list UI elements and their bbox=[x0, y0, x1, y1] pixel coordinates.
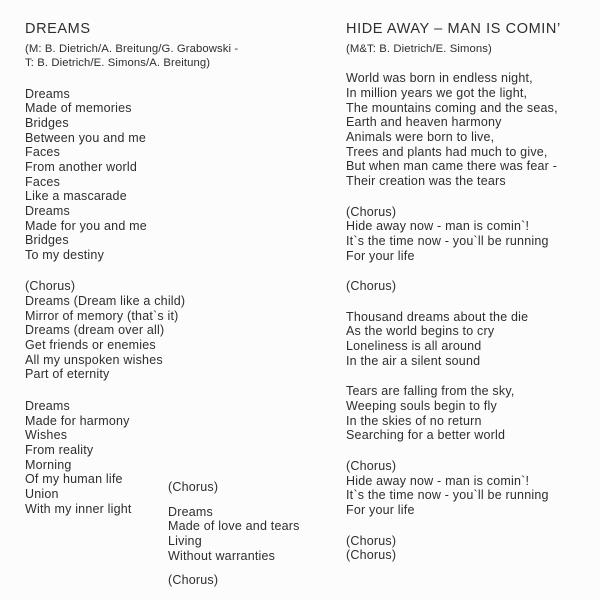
stanza-chorus: (Chorus) Dreams (Dream like a child) Mirror of memory (that`s it) Dreams (dream over all) Get friends or enemies All my unspoken wishes Part of eternity bbox=[25, 279, 186, 382]
stanza-verse-3: Tears are falling from the sky, Weeping souls begin to fly In the skies of no return Searching for a better world bbox=[346, 384, 515, 443]
chorus-labels-final: (Chorus) (Chorus) bbox=[346, 533, 397, 563]
chorus-label: (Chorus) bbox=[346, 279, 397, 294]
song-credits-dreams: (M: B. Dietrich/A. Breitung/G. Grabowski - T: B. Dietrich/E. Simons/A. Breitung) bbox=[25, 43, 239, 70]
stanza-verse-1: Dreams Made of memories Bridges Between you and me Faces From another world Faces Like a mascarade Dreams Made for you and me Bridges To my destiny bbox=[25, 86, 147, 262]
song-credits-hide-away: (M&T: B. Dietrich/E. Simons) bbox=[346, 43, 492, 55]
chorus-label: (Chorus) bbox=[168, 480, 219, 494]
chorus-label: (Chorus) bbox=[168, 573, 219, 588]
stanza-verse-2: Thousand dreams about the die As the world begins to cry Loneliness is all around In the air a silent sound bbox=[346, 309, 529, 368]
stanza-verse-1: World was born in endless night, In million years we got the light, The mountains coming and the seas, Earth and heaven harmony Animals were born to live, Trees and plants had much to give, But when man came there was fear - Their creation was the tears bbox=[346, 71, 558, 188]
song-section-dreams bbox=[25, 18, 335, 533]
stanza-chorus-repeat: (Chorus) Hide away now - man is comin`! It`s the time now - you`ll be running For your life bbox=[346, 459, 549, 518]
song-section-dreams-continuation bbox=[168, 480, 343, 598]
stanza-chorus: (Chorus) Hide away now - man is comin`! It`s the time now - you`ll be running For your life bbox=[346, 204, 549, 263]
stanza-verse-2: Dreams Made for harmony Wishes From reality Morning Of my human life Union With my inner light bbox=[25, 399, 132, 516]
stanza-bridge: Dreams Made of love and tears Living Without warranties bbox=[168, 504, 300, 563]
song-section-hide-away bbox=[346, 18, 598, 579]
song-title-hide-away: HIDE AWAY – MAN IS COMIN’ bbox=[346, 21, 561, 37]
song-title-dreams: DREAMS bbox=[25, 21, 91, 37]
